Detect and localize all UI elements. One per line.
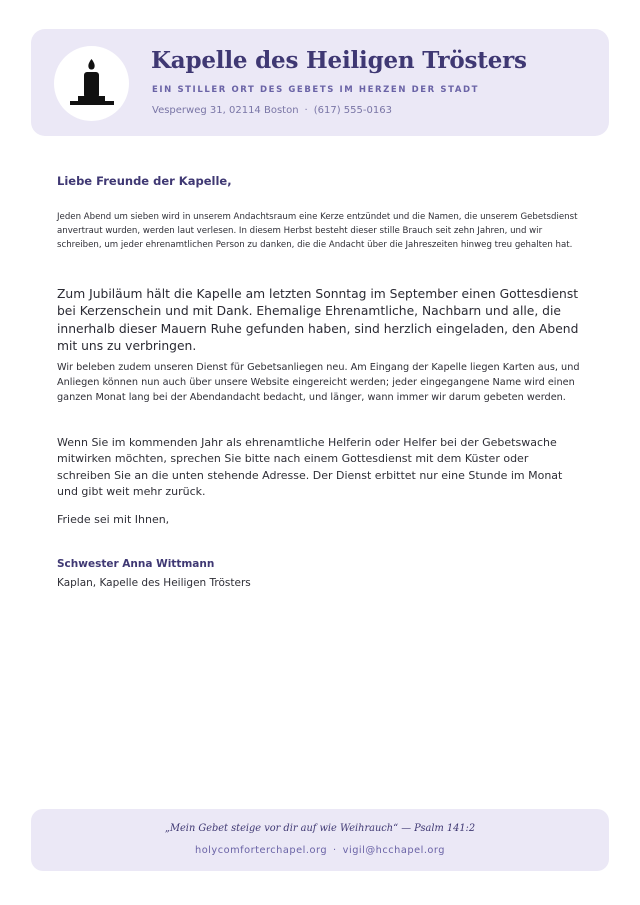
salutation: Liebe Freunde der Kapelle, <box>57 174 232 188</box>
paragraph-intro: Jeden Abend um sieben wird in unserem Andachtsraum eine Kerze entzündet und die Namen, die unserem Gebetsdienst anvertraut wurden, werden laut verlesen. In diesem Herbst besteht dieser stille Brauch seit zehn Jahren, und wir schreiben, um jeder ehrenamtlichen Person zu danken, die die Andacht über die Jahreszeiten hinweg treu gehalten hat. <box>57 212 578 250</box>
contact-separator: · <box>304 105 308 116</box>
closing-line: Friede sei mit Ihnen, <box>57 513 170 526</box>
paragraph-volunteers: Wenn Sie im kommenden Jahr als ehrenamtliche Helferin oder Helfer bei der Gebetswache mitwirken möchten, sprechen Sie bitte nach einem Gottesdienst mit dem Küster oder schreiben Sie an die unten stehende Adresse. Der Dienst erbittet nur eine Stunde im Monat und gibt weit mehr zurück. <box>57 436 563 499</box>
chapel-title: Kapelle des Heiligen Trösters <box>151 47 527 74</box>
footer <box>31 809 609 871</box>
candle-icon <box>54 46 129 121</box>
signature-name: Schwester Anna Wittmann <box>57 558 215 570</box>
signature-role: Kaplan, Kapelle des Heiligen Trösters <box>57 577 251 589</box>
footer-separator: · <box>333 845 337 856</box>
paragraph-prayer-requests: Wir beleben zudem unseren Dienst für Gebetsanliegen neu. Am Eingang der Kapelle liegen Karten aus, und Anliegen können nun auch über unsere Website eingereicht werden; jeder eingegangene Name wird einen ganzen Monat lang bei der Abendandacht bedacht, und länger, wann immer wir darum gebeten werden. <box>57 362 580 403</box>
email-link[interactable]: vigil@hcchapel.org <box>342 845 445 856</box>
header-contact <box>152 105 392 116</box>
footer-links <box>31 845 609 856</box>
website-link[interactable]: holycomforterchapel.org <box>194 845 328 856</box>
address-text: Vesperweg 31, 02114 Boston <box>152 105 299 116</box>
paragraph-jubilee: Zum Jubiläum hält die Kapelle am letzten Sonntag im September einen Gottesdienst bei Kerzenschein und mit Dank. Ehemalige Ehrenamtliche, Nachbarn und alle, die innerhalb dieser Mauern Ruhe gefunden haben, sind herzlich eingeladen, den Abend mit uns zu verbringen. <box>57 287 579 354</box>
letterhead <box>31 29 609 136</box>
chapel-tagline: EIN STILLER ORT DES GEBETS IM HERZEN DER STADT <box>152 85 480 95</box>
chapel-logo <box>54 46 129 121</box>
phone-text: (617) 555-0163 <box>313 105 392 116</box>
footer-verse: „Mein Gebet steige vor dir auf wie Weihrauch“ — Psalm 141:2 <box>164 823 476 834</box>
